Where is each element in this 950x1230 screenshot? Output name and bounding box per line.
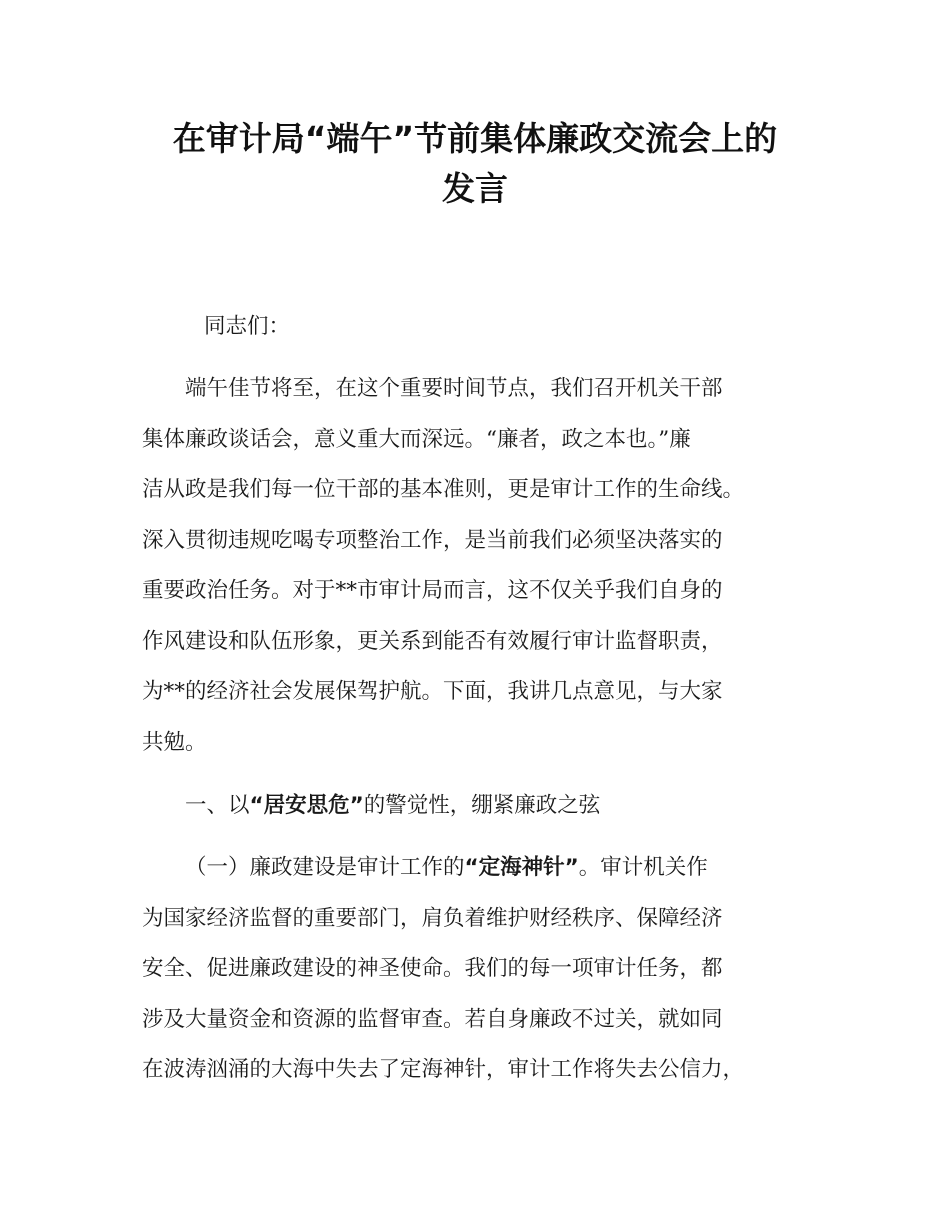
section-heading-1: [142, 781, 885, 832]
title-line-2: 发言: [442, 169, 508, 208]
paragraph-1-line: 为**的经济社会发展保驾护航。下面，我讲几点意见，与大家: [142, 679, 723, 704]
paragraph-1-line: 端午佳节将至，在这个重要时间节点，我们召开机关干部: [185, 376, 723, 401]
paragraph-1: [142, 364, 842, 768]
heading-quote: “居安思危”: [249, 793, 364, 818]
paragraph-1-line: 共勉。: [142, 729, 207, 755]
paragraph-2-prefix: （一）廉政建设是审计工作的: [185, 855, 465, 880]
paragraph-2-first-line: [142, 843, 842, 894]
document-title: [130, 114, 820, 214]
paragraph-1-line: 作风建设和队伍形象，更关系到能否有效履行审计监督职责，: [142, 628, 723, 654]
paragraph-1-line: 集体廉政谈话会，意义重大而深远。“廉者，政之本也。”廉: [142, 426, 691, 452]
paragraph-2-line: 安全、促进廉政建设的神圣使命。我们的每一项审计任务，都: [142, 956, 723, 981]
paragraph-2-line: 为国家经济监督的重要部门，肩负着维护财经秩序、保障经济: [142, 905, 723, 931]
paragraph-2-suffix: 。审计机关作: [578, 855, 708, 880]
greeting: 同志们：: [204, 314, 291, 339]
heading-prefix: 一、以: [185, 793, 250, 818]
paragraph-2-line: 涉及大量资金和资源的监督审查。若自身廉政不过关，就如同: [142, 1006, 723, 1032]
paragraph-1-line: 重要政治任务。对于**市审计局而言，这不仅关乎我们自身的: [142, 578, 723, 603]
paragraph-2-line: 在波涛汹涌的大海中失去了定海神针，审计工作将失去公信力，: [142, 1057, 745, 1082]
heading-suffix: 的警觉性，绷紧廉政之弦: [363, 793, 601, 818]
paragraph-2-bold-phrase: “定海神针”: [464, 855, 579, 880]
paragraph-1-line: 深入贯彻违规吃喝专项整治工作，是当前我们必须坚决落实的: [142, 527, 723, 553]
paragraph-1-line: 洁从政是我们每一位干部的基本准则，更是审计工作的生命线。: [142, 477, 745, 502]
paragraph-2: [142, 843, 842, 1096]
title-line-1: 在审计局“端午”节前集体廉政交流会上的: [172, 119, 778, 158]
